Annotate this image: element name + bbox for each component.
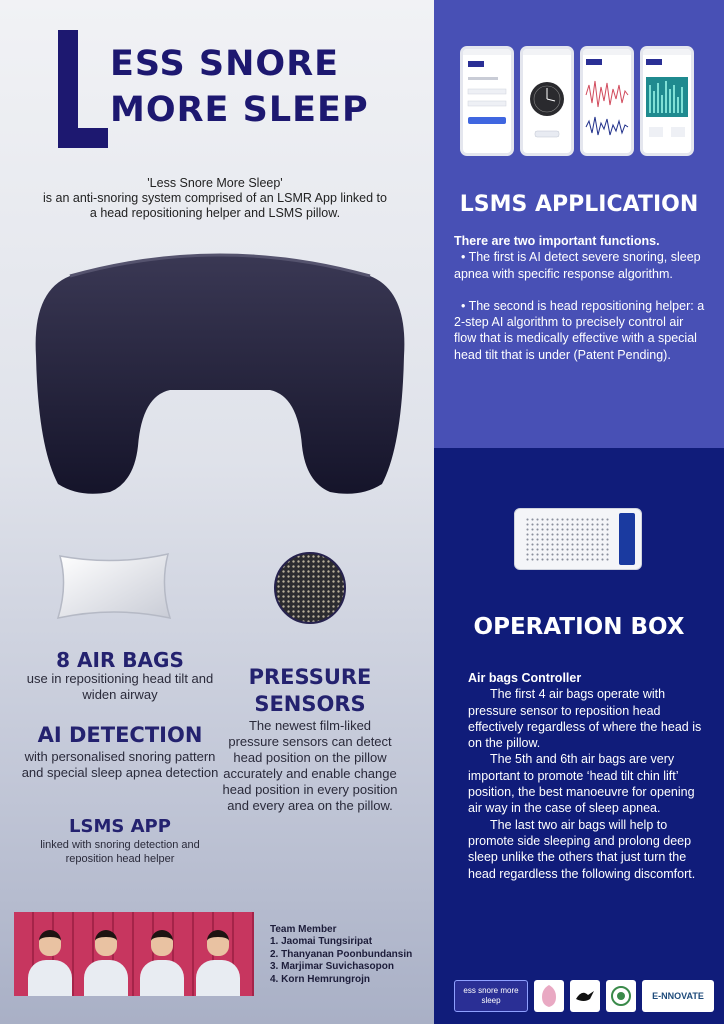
team-member-photo	[82, 924, 130, 996]
ai-detection-text: with personalised snoring pattern and special sleep apnea detection	[21, 749, 219, 780]
sponsor-logos	[454, 980, 714, 1012]
team-member-photo	[194, 924, 242, 996]
title-line-1: ESS SNORE	[110, 44, 340, 84]
lsms-point-1: • The first is AI detect severe snoring, sleep apnea with specific response algorithm.	[454, 250, 705, 281]
intro-text	[10, 176, 420, 221]
op-paragraph-2: The 5th and 6th air bags are very important to promote ‘head tilt chin lift’ position, the best manoeuvre for opening air way in the case of sleep apnea.	[468, 752, 695, 816]
lsms-app-title: LSMS APP	[69, 816, 171, 837]
lsms-point-2: • The second is head repositioning helper: a 2-step AI algorithm to precisely control air flow that is medically effective with a special head tilt that is under (Patent Pending).	[454, 298, 708, 362]
air-bags-title: 8 AIR BAGS	[56, 648, 184, 672]
team-member: 2. Thanyanan Poonbundansin	[270, 948, 413, 960]
operation-box-text	[468, 670, 706, 882]
air-bags-text: use in repositioning head tilt and widen airway	[26, 671, 214, 702]
intro-line-3: a head repositioning helper and LSMS pillow.	[89, 206, 341, 220]
team-member: 4. Korn Hemrungrojn	[270, 973, 371, 985]
intro-line-1: 'Less Snore More Sleep'	[147, 176, 283, 190]
team-member: 1. Jaomai Tungsiripat	[270, 936, 373, 947]
lsms-application-text	[454, 233, 706, 363]
team-heading: Team Member	[270, 924, 337, 935]
lsms-lead: There are two important functions.	[454, 234, 660, 248]
phone-screen-clock	[520, 46, 574, 156]
lsms-app-text: linked with snoring detection and reposition head helper	[40, 839, 200, 865]
team-list	[270, 936, 412, 986]
title-big-letter-l	[58, 30, 108, 148]
phone-screen-sleep-graph	[640, 46, 694, 156]
team-member-photo	[26, 924, 74, 996]
operation-box-title: OPERATION BOX	[473, 614, 685, 640]
green-emblem-logo	[606, 980, 636, 1012]
pressure-sensors-text: The newest film-liked pressure sensors can detect head position on the pillow accurately and enable change head position in every position and every area on the pillow.	[222, 718, 398, 813]
bird-logo	[570, 980, 600, 1012]
pressure-sensors-title: PRESSURE SENSORS	[248, 665, 372, 716]
lsms-application-title: LSMS APPLICATION	[459, 192, 699, 217]
pressure-sensor-image	[274, 552, 346, 624]
title-line-2: MORE SLEEP	[110, 90, 369, 130]
op-lead: Air bags Controller	[468, 671, 582, 685]
phone-screen-signin	[460, 46, 514, 156]
pillow-image	[30, 246, 410, 506]
air-bag-image	[54, 548, 174, 622]
team-photo	[14, 912, 254, 996]
ai-detection-title: AI DETECTION	[37, 723, 203, 747]
op-paragraph-3: The last two air bags will help to promote side sleeping and prolong deep sleep unlike the others that just turn the head regardless the following discomfort.	[468, 817, 696, 881]
op-paragraph-1: The first 4 air bags operate with pressure sensor to reposition head effectively regardless of where the head is on the pillow.	[468, 687, 702, 751]
university-seal-logo	[534, 980, 564, 1012]
app-screenshots	[460, 46, 694, 156]
lsms-logo: ess snore more sleep	[454, 980, 528, 1012]
team-member-photo	[138, 924, 186, 996]
ennovate-logo: E-NNOVATE	[642, 980, 714, 1012]
intro-line-2: is an anti-snoring system comprised of an LSMR App linked to	[43, 191, 387, 205]
team-member: 3. Marjimar Suvichasopon	[270, 961, 394, 972]
phone-screen-audio-recording	[580, 46, 634, 156]
operation-box-device-image	[514, 508, 642, 570]
